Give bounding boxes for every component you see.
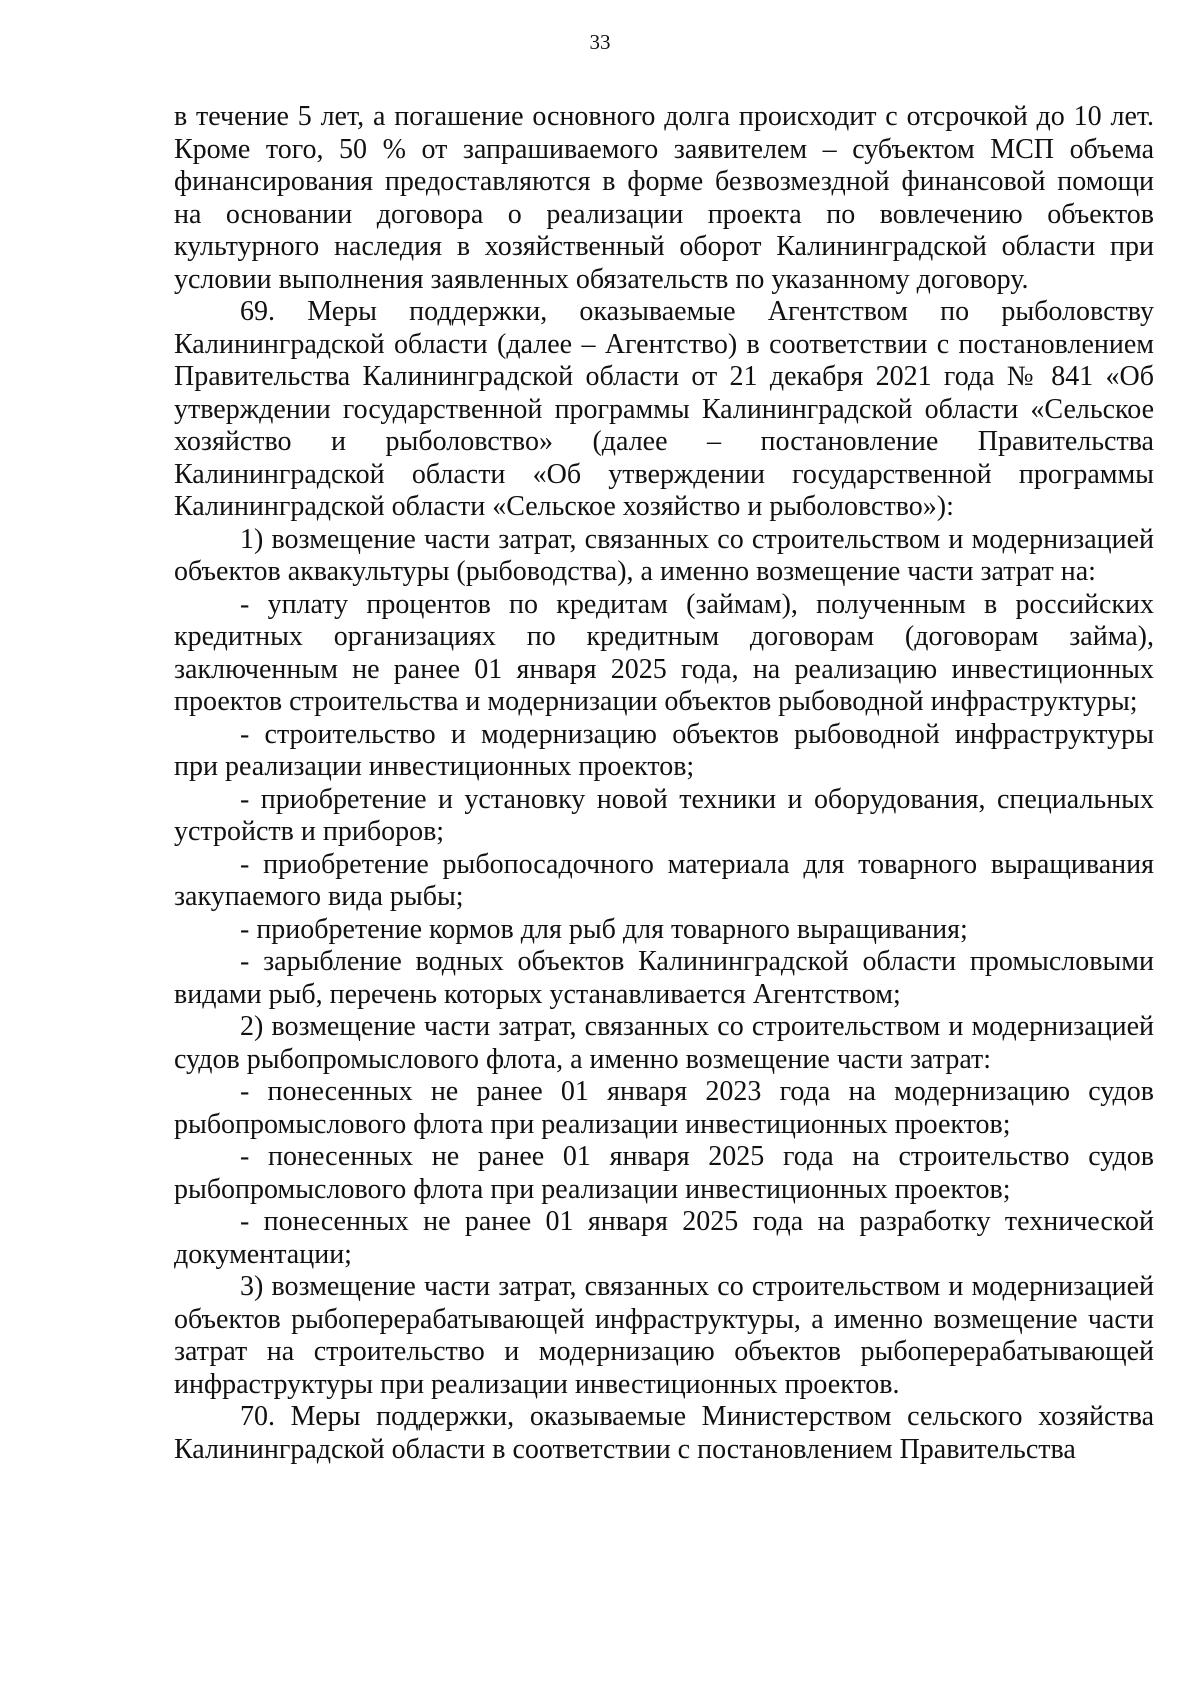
list-item-3: 3) возмещение части затрат, связанных со строительством и модернизацией объектов рыбоперерабатывающей инфраструктуры, а именно возмещение части затрат на строительство и модернизацию объектов рыбоперерабатывающей инфраструктуры при реализации инвестиционных проектов. bbox=[174, 1271, 1154, 1400]
list-subitem: - приобретение и установку новой техники и оборудования, специальных устройств и приборов; bbox=[174, 783, 1154, 847]
list-subitem: - приобретение рыбопосадочного материала для товарного выращивания закупаемого вида рыбы; bbox=[174, 848, 1154, 912]
list-subitem: - строительство и модернизацию объектов рыбоводной инфраструктуры при реализации инвестиционных проектов; bbox=[174, 718, 1154, 782]
list-subitem: - понесенных не ранее 01 января 2023 года на модернизацию судов рыбопромыслового флота при реализации инвестиционных проектов; bbox=[174, 1076, 1154, 1140]
list-subitem: - уплату процентов по кредитам (займам), полученным в российских кредитных организациях по кредитным договорам (договорам займа), заключенным не ранее 01 января 2025 года, на реализацию инвестиционных проектов строительства и модернизации объектов рыбоводной инфраструктуры; bbox=[174, 588, 1154, 717]
paragraph-item-70: 70. Меры поддержки, оказываемые Министерством сельского хозяйства Калининградской области в соответствии с постановлением Правительства bbox=[174, 1401, 1154, 1465]
paragraph-item-69: 69. Меры поддержки, оказываемые Агентством по рыболовству Калининградской области (далее – Агентство) в соответствии с постановлением Правительства Калининградской области от 21 декабря 2021 года № 841 «Об утверждении государственной программы Калининградской области «Сельское хозяйство и рыболовство» (далее – постановление Правительства Калининградской области «Об утверждении государственной программы Калининградской области «Сельское хозяйство и рыболовство»): bbox=[174, 296, 1154, 522]
list-item-2: 2) возмещение части затрат, связанных со строительством и модернизацией судов рыбопромыслового флота, а именно возмещение части затрат: bbox=[174, 1011, 1154, 1075]
document-body bbox=[174, 101, 1154, 1466]
list-item-1: 1) возмещение части затрат, связанных со строительством и модернизацией объектов аквакультуры (рыбоводства), а именно возмещение части затрат на: bbox=[174, 523, 1154, 587]
list-subitem: - приобретение кормов для рыб для товарного выращивания; bbox=[240, 913, 968, 945]
list-subitem: - понесенных не ранее 01 января 2025 года на строительство судов рыбопромыслового флота при реализации инвестиционных проектов; bbox=[174, 1141, 1154, 1205]
paragraph-continuation: в течение 5 лет, а погашение основного долга происходит с отсрочкой до 10 лет. Кроме того, 50 % от запрашиваемого заявителем – субъектом МСП объема финансирования предоставляются в форме безвозмездной финансовой помощи на основании договора о реализации проекта по вовлечению объектов культурного наследия в хозяйственный оборот Калининградской области при условии выполнения заявленных обязательств по указанному договору. bbox=[174, 101, 1154, 295]
list-subitem: - понесенных не ранее 01 января 2025 года на разработку технической документации; bbox=[174, 1206, 1154, 1270]
page-number: 33 bbox=[589, 30, 611, 54]
list-subitem: - зарыбление водных объектов Калининградской области промысловыми видами рыб, перечень которых устанавливается Агентством; bbox=[174, 946, 1154, 1010]
